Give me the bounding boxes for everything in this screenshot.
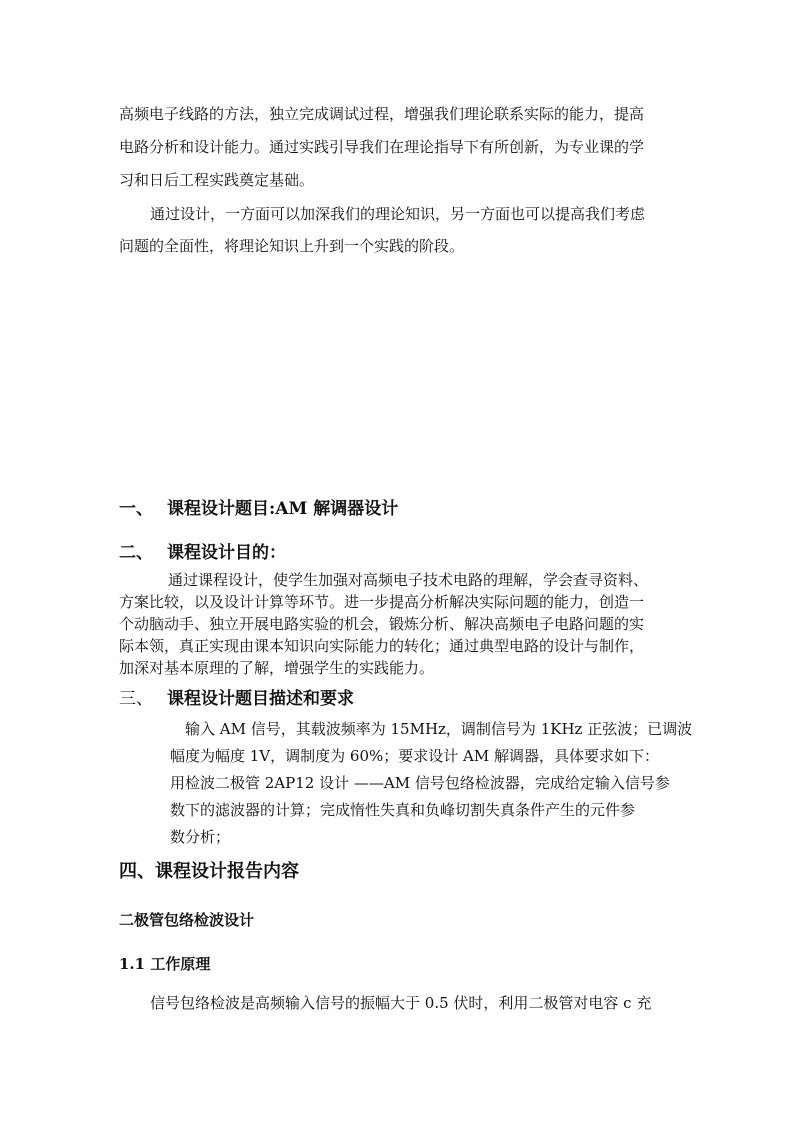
intro-line: 通过设计，一方面可以加深我们的理论知识，另一方面也可以提高我们考虑	[150, 205, 646, 223]
intro-line: 问题的全面性，将理论知识上升到一个实践的阶段。	[119, 237, 465, 255]
section-number: 一、	[119, 499, 153, 519]
section-heading-4: 四、课程设计报告内容	[119, 861, 299, 882]
intro-line: 电路分析和设计能力。通过实践引导我们在理论指导下有所创新，为专业课的学	[119, 138, 645, 156]
body-line: 际本领，真正实现由课本知识向实际能力的转化；通过典型电路的设计与制作，	[119, 637, 645, 655]
section-title: 课程设计题目描述和要求	[167, 689, 354, 709]
section-heading-1	[119, 494, 398, 519]
body-line: 信号包络检波是高频输入信号的振幅大于 0.5 伏时，利用二极管对电容 c 充	[150, 994, 652, 1012]
section-number: 三、	[119, 689, 153, 709]
intro-line: 习和日后工程实践奠定基础。	[119, 171, 315, 189]
intro-line: 高频电子线路的方法，独立完成调试过程，增强我们理论联系实际的能力，提高	[119, 105, 645, 123]
section-title: 课程设计题目:AM 解调器设计	[167, 499, 399, 519]
body-line: 输入 AM 信号，其载波频率为 15MHz，调制信号为 1KHz 正弦波；已调波	[185, 720, 693, 738]
section-heading-2	[119, 538, 286, 563]
subsubsection-heading: 1.1 工作原理	[119, 955, 211, 973]
body-line: 个动脑动手、独立开展电路实验的机会，锻炼分析、解决高频电子电路问题的实	[119, 615, 645, 633]
section-title: 课程设计目的：	[167, 543, 286, 563]
body-line: 通过课程设计，使学生加强对高频电子技术电路的理解，学会查寻资料、	[168, 571, 649, 589]
body-line: 数分析；	[170, 828, 231, 846]
body-line: 方案比较，以及设计计算等环节。进一步提高分析解决实际问题的能力，创造一	[119, 593, 645, 611]
body-line: 数下的滤波器的计算；完成惰性失真和负峰切割失真条件产生的元件参	[170, 801, 636, 819]
body-line: 加深对基本原理的了解，增强学生的实践能力。	[119, 659, 435, 677]
section-heading-3	[119, 684, 354, 709]
body-line: 用检波二极管 2AP12 设计 ——AM 信号包络检波器，完成给定输入信号参	[170, 774, 670, 792]
section-number: 二、	[119, 543, 153, 563]
subsection-heading: 二极管包络检波设计	[119, 911, 255, 929]
body-line: 幅度为幅度 1V，调制度为 60%；要求设计 AM 解调器，具体要求如下：	[170, 747, 659, 765]
